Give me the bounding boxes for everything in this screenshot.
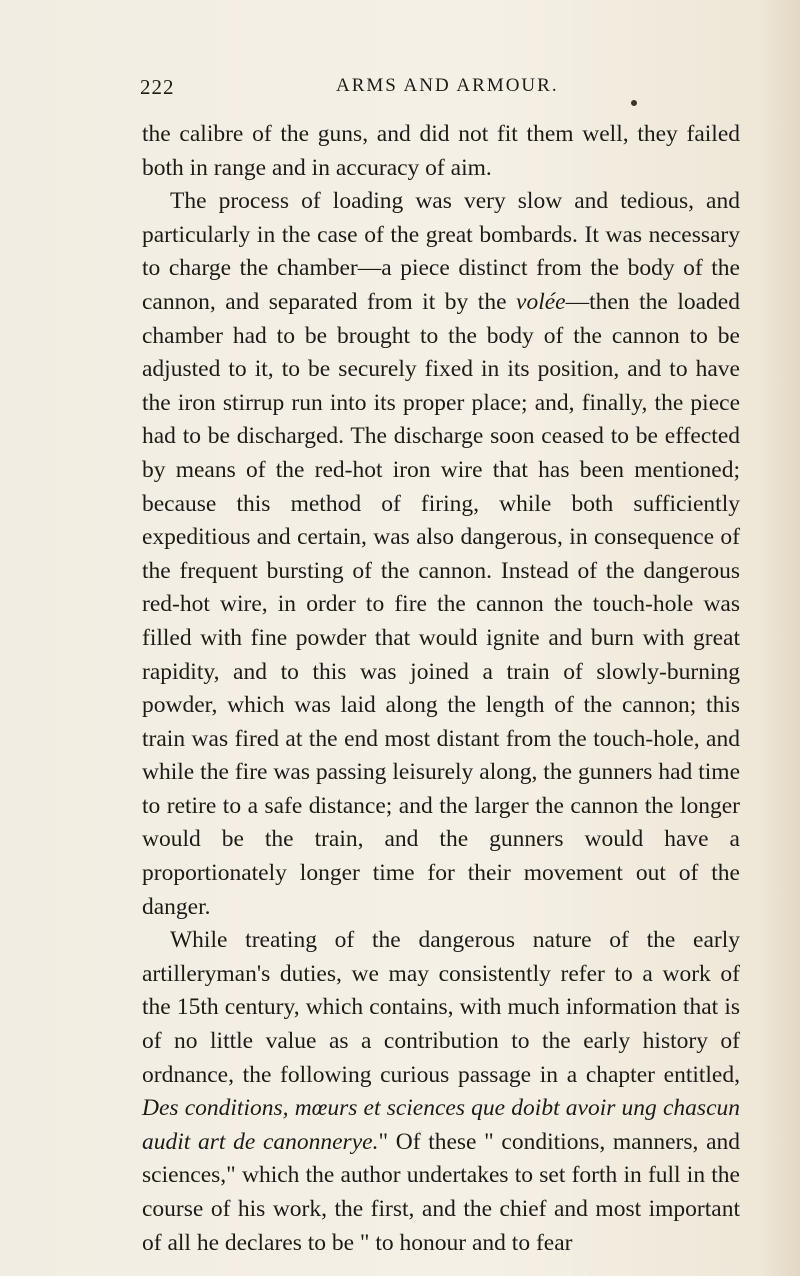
- paragraph-2-text-a: The process of loading was very slow and tedious, and particularly in the case of the great bombards. It was necessary to charge the chamber—a piece distinct from the body of the cannon, and separated from it by the: [142, 188, 740, 315]
- ink-speck: [631, 100, 637, 106]
- running-title: ARMS AND ARMOUR.: [336, 75, 559, 96]
- page-header: [140, 75, 740, 105]
- body-text: [142, 118, 740, 1260]
- paragraph-continued: [142, 118, 740, 185]
- paragraph-1-text: the calibre of the guns, and did not fit them well, they failed both in range and in accuracy of aim.: [142, 121, 740, 181]
- paragraph-3-text-a: While treating of the dangerous nature of the early artilleryman's duties, we may consistently refer to a work of the 15th century, which contains, with much information that is of no little value as a contribution to the early history of ordnance, the following curious passage in a chapter entitled,: [142, 927, 740, 1088]
- paragraph-2-text-b: —then the loaded chamber had to be brought to the body of the cannon to be adjusted to it, to be securely fixed in its position, and to have the iron stirrup run into its proper place; and, finally, the piece had to be discharged. The discharge soon ceased to be effected by means of the red-hot iron wire that has been mentioned; because this method of firing, while both sufficiently expeditious and certain, was also dangerous, in consequence of the frequent bursting of the cannon. Instead of the dangerous red-hot wire, in order to fire the cannon the touch-hole was filled with fine powder that would ignite and burn with great rapidity, and to this was joined a train of slowly-burning powder, which was laid along the length of the cannon; this train was fired at the end most distant from the touch-hole, and while the fire was passing leisurely along, the gunners had time to retire to a safe distance; and the larger the cannon the longer would be the train, and the gunners would have a proportionately longer time for their movement out of the danger.: [142, 288, 740, 920]
- page-number: 222: [140, 75, 175, 99]
- paragraph-loading-process: [142, 185, 740, 924]
- page-edge-shadow: [762, 0, 800, 1276]
- paragraph-3-text-b: " Of these " conditions, manners, and sciences," which the author undertakes to set forth in full in the course of his work, the first, and the chief and most important of all he declares to be " to honour and to fear: [142, 1128, 740, 1256]
- paragraph-artilleryman-duties: [142, 924, 740, 1260]
- term-volee: volée: [516, 288, 566, 315]
- chapter-title-italic: Des conditions, mœurs et sciences que doibt avoir ung chascun audit art de canonnerye.: [142, 1095, 740, 1155]
